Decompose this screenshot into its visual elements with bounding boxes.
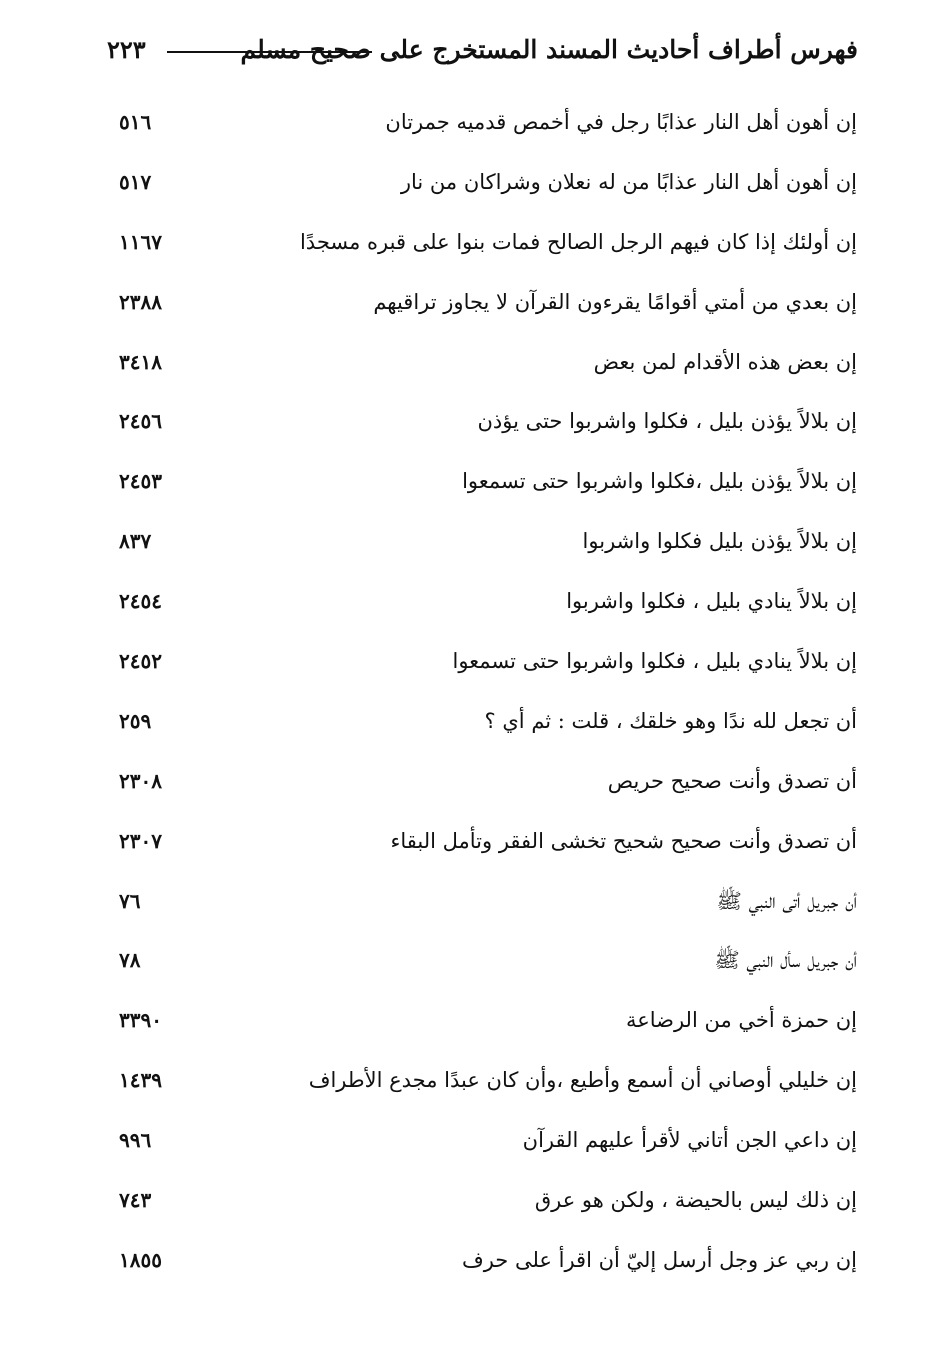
index-entry bbox=[105, 637, 857, 697]
index-entry bbox=[105, 338, 857, 398]
entry-text: إن أهون أهل النار عذابًا رجل في أخمص قدميه جمرتان bbox=[385, 110, 857, 134]
entry-number: ٢٣٠٧ bbox=[119, 828, 162, 853]
entry-number: ٣٣٩٠ bbox=[119, 1008, 162, 1033]
index-entry bbox=[105, 577, 857, 637]
entry-number: ٢٥٩ bbox=[119, 708, 152, 733]
index-entry bbox=[105, 757, 857, 817]
index-entry bbox=[105, 218, 857, 278]
entry-text: إن ذلك ليس بالحيضة ، ولكن هو عرق bbox=[534, 1188, 857, 1213]
index-entry bbox=[105, 158, 857, 218]
index-entry bbox=[105, 397, 857, 457]
index-entry bbox=[105, 996, 857, 1056]
entry-number: ٢٤٥٤ bbox=[119, 589, 162, 614]
entry-number: ٢٤٥٦ bbox=[119, 409, 162, 434]
entry-text: إن ربي عز وجل أرسل إليّ أن اقرأ على حرف bbox=[461, 1247, 857, 1272]
index-entry bbox=[105, 98, 857, 158]
entry-number: ٨٣٧ bbox=[119, 529, 152, 554]
page-number: ٢٢٣ bbox=[107, 35, 146, 64]
entry-number: ٧٨ bbox=[119, 948, 141, 973]
entry-number: ٧٦ bbox=[119, 888, 141, 913]
index-entry bbox=[105, 817, 857, 877]
entry-text: إن أهون أهل النار عذابًا من له نعلان وشراكان من نار bbox=[400, 169, 857, 194]
entry-text: إن أولئك إذا كان فيهم الرجل الصالح فمات بنوا على قبره مسجدًا bbox=[299, 229, 857, 254]
entry-number: ٣٤١٨ bbox=[119, 349, 162, 374]
entry-text: أن جبريل أتى النبي ﷺ bbox=[716, 888, 857, 913]
header-title: فهرس أطراف أحاديث المسند المستخرج على صحيح مسلم bbox=[240, 35, 858, 64]
entry-text: أن تصدق وأنت صحيح شحيح تخشى الفقر وتأمل البقاء bbox=[390, 828, 857, 853]
header-rule bbox=[167, 51, 372, 53]
index-entries bbox=[105, 98, 857, 1296]
index-entry bbox=[105, 1116, 857, 1176]
entry-text: إن بلالاً يؤذن بليل ،فكلوا واشربوا حتى تسمعوا bbox=[462, 469, 857, 494]
entry-number: ١١٦٧ bbox=[119, 229, 162, 254]
index-entry bbox=[105, 457, 857, 517]
index-entry bbox=[105, 936, 857, 996]
entry-text: إن بلالاً يؤذن بليل ، فكلوا واشربوا حتى يؤذن bbox=[477, 409, 857, 434]
entry-number: ٢٣٨٨ bbox=[119, 289, 162, 314]
entry-number: ١٨٥٥ bbox=[119, 1247, 162, 1272]
index-entry bbox=[105, 1176, 857, 1236]
entry-number: ٢٤٥٢ bbox=[119, 649, 162, 674]
entry-number: ٩٩٦ bbox=[119, 1128, 152, 1153]
entry-text: إن خليلي أوصاني أن أسمع وأطيع ،وأن كان عبدًا مجدع الأطراف bbox=[308, 1068, 857, 1093]
index-entry bbox=[105, 1056, 857, 1116]
entry-text: أن تجعل لله ندًا وهو خلقك ، قلت : ثم أي ؟ bbox=[484, 708, 857, 733]
entry-number: ٢٣٠٨ bbox=[119, 768, 162, 793]
entry-text: إن بلالاً ينادي بليل ، فكلوا واشربوا حتى تسمعوا bbox=[452, 649, 857, 674]
entry-number: ٥١٦ bbox=[119, 110, 152, 134]
entry-text: أن تصدق وأنت صحيح حريص bbox=[607, 768, 857, 793]
entry-text: إن حمزة أخي من الرضاعة bbox=[625, 1008, 857, 1033]
entry-number: ١٤٣٩ bbox=[119, 1068, 162, 1093]
index-entry bbox=[105, 517, 857, 577]
entry-text: إن داعي الجن أتاني لأقرأ عليهم القرآن bbox=[522, 1128, 857, 1153]
running-header bbox=[105, 30, 858, 70]
entry-number: ٥١٧ bbox=[119, 169, 152, 194]
entry-text: إن بعدي من أمتي أقوامًا يقرءون القرآن لا يجاوز تراقيهم bbox=[373, 289, 857, 314]
entry-text: إن بعض هذه الأقدام لمن بعض bbox=[593, 349, 857, 374]
index-entry bbox=[105, 278, 857, 338]
entry-text: إن بلالاً ينادي بليل ، فكلوا واشربوا bbox=[566, 589, 857, 614]
entry-number: ٧٤٣ bbox=[119, 1188, 152, 1213]
entry-text: إن بلالاً يؤذن بليل فكلوا واشربوا bbox=[582, 529, 857, 554]
index-entry bbox=[105, 697, 857, 757]
index-entry bbox=[105, 877, 857, 937]
index-entry bbox=[105, 1236, 857, 1296]
entry-number: ٢٤٥٣ bbox=[119, 469, 162, 494]
entry-text: أن جبريل سأل النبي ﷺ bbox=[714, 948, 857, 973]
